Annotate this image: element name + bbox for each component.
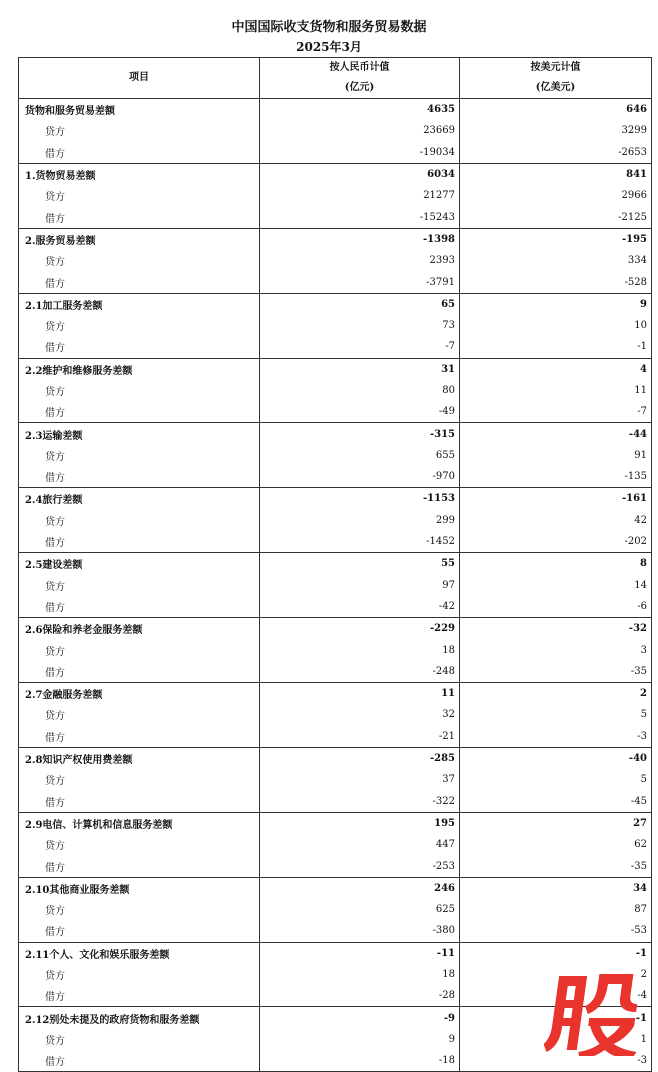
- debit-row: [19, 855, 652, 877]
- balance-rmb-value: -1153: [260, 488, 460, 510]
- debit-usd-value: -2125: [460, 206, 652, 228]
- credit-row: [19, 250, 652, 271]
- balance-usd-value: 2: [460, 683, 652, 705]
- debit-usd-value: -3: [460, 726, 652, 748]
- credit-row: [19, 899, 652, 920]
- credit-rmb-value: 23669: [260, 120, 460, 141]
- balance-row: [19, 812, 652, 834]
- credit-usd-value: 2966: [460, 185, 652, 206]
- debit-usd-value: -528: [460, 271, 652, 293]
- balance-usd-value: -195: [460, 228, 652, 250]
- credit-usd-value: 14: [460, 575, 652, 596]
- balance-label: 2.12别处未提及的政府货物和服务差额: [19, 1007, 260, 1029]
- credit-rmb-value: 18: [260, 964, 460, 985]
- debit-usd-value: -35: [460, 855, 652, 877]
- credit-usd-value: 3299: [460, 120, 652, 141]
- balance-label: 2.4旅行差额: [19, 488, 260, 510]
- credit-label: 贷方: [19, 120, 260, 141]
- credit-rmb-value: 73: [260, 315, 460, 336]
- balance-row: [19, 163, 652, 185]
- debit-row: [19, 206, 652, 228]
- balance-row: [19, 747, 652, 769]
- debit-rmb-value: -49: [260, 401, 460, 423]
- balance-usd-value: -32: [460, 618, 652, 640]
- balance-usd-value: 8: [460, 553, 652, 575]
- credit-label: 贷方: [19, 380, 260, 401]
- balance-rmb-value: 65: [260, 293, 460, 315]
- credit-label: 贷方: [19, 704, 260, 725]
- debit-rmb-value: -42: [260, 596, 460, 618]
- debit-label: 借方: [19, 271, 260, 293]
- column-header-item: 项目: [19, 58, 260, 99]
- balance-label: 2.1加工服务差额: [19, 293, 260, 315]
- credit-rmb-value: 9: [260, 1029, 460, 1050]
- balance-rmb-value: 246: [260, 877, 460, 899]
- debit-row: [19, 271, 652, 293]
- debit-label: 借方: [19, 401, 260, 423]
- credit-usd-value: 62: [460, 834, 652, 855]
- balance-rmb-value: -229: [260, 618, 460, 640]
- debit-row: [19, 661, 652, 683]
- balance-rmb-value: 6034: [260, 163, 460, 185]
- credit-rmb-value: 299: [260, 510, 460, 531]
- balance-label: 1.货物贸易差额: [19, 163, 260, 185]
- debit-label: 借方: [19, 1050, 260, 1072]
- credit-row: [19, 380, 652, 401]
- credit-usd-value: 5: [460, 769, 652, 790]
- credit-usd-value: 91: [460, 445, 652, 466]
- balance-usd-value: 27: [460, 812, 652, 834]
- balance-row: [19, 618, 652, 640]
- debit-rmb-value: -248: [260, 661, 460, 683]
- debit-label: 借方: [19, 142, 260, 164]
- balance-label: 2.10其他商业服务差额: [19, 877, 260, 899]
- debit-row: [19, 466, 652, 488]
- debit-rmb-value: -322: [260, 791, 460, 813]
- credit-usd-value: 5: [460, 704, 652, 725]
- credit-rmb-value: 32: [260, 704, 460, 725]
- debit-usd-value: -4: [460, 985, 652, 1007]
- debit-row: [19, 531, 652, 553]
- debit-usd-value: -135: [460, 466, 652, 488]
- credit-label: 贷方: [19, 510, 260, 531]
- balance-rmb-value: 31: [260, 358, 460, 380]
- balance-label: 2.11个人、文化和娱乐服务差额: [19, 942, 260, 964]
- debit-usd-value: -35: [460, 661, 652, 683]
- balance-rmb-value: 195: [260, 812, 460, 834]
- credit-usd-value: 334: [460, 250, 652, 271]
- balance-rmb-value: -285: [260, 747, 460, 769]
- debit-row: [19, 336, 652, 358]
- credit-label: 贷方: [19, 250, 260, 271]
- balance-rmb-value: 4635: [260, 99, 460, 121]
- debit-rmb-value: -253: [260, 855, 460, 877]
- debit-rmb-value: -19034: [260, 142, 460, 164]
- credit-label: 贷方: [19, 964, 260, 985]
- debit-row: [19, 596, 652, 618]
- credit-row: [19, 185, 652, 206]
- credit-row: [19, 704, 652, 725]
- credit-row: [19, 834, 652, 855]
- credit-usd-value: 11: [460, 380, 652, 401]
- balance-label: 2.2维护和维修服务差额: [19, 358, 260, 380]
- balance-label: 2.7金融服务差额: [19, 683, 260, 705]
- credit-label: 贷方: [19, 315, 260, 336]
- credit-row: [19, 510, 652, 531]
- debit-label: 借方: [19, 985, 260, 1007]
- credit-rmb-value: 97: [260, 575, 460, 596]
- balance-row: [19, 553, 652, 575]
- credit-usd-value: 87: [460, 899, 652, 920]
- debit-rmb-value: -28: [260, 985, 460, 1007]
- credit-rmb-value: 625: [260, 899, 460, 920]
- credit-label: 贷方: [19, 1029, 260, 1050]
- column-header-rmb: 按人民币计值 (亿元): [260, 58, 460, 99]
- debit-label: 借方: [19, 726, 260, 748]
- balance-label: 2.3运输差额: [19, 423, 260, 445]
- balance-label: 货物和服务贸易差额: [19, 99, 260, 121]
- balance-row: [19, 293, 652, 315]
- balance-usd-value: 9: [460, 293, 652, 315]
- balance-usd-value: -1: [460, 1007, 652, 1029]
- credit-usd-value: 2: [460, 964, 652, 985]
- credit-label: 贷方: [19, 899, 260, 920]
- credit-label: 贷方: [19, 575, 260, 596]
- debit-rmb-value: -380: [260, 920, 460, 942]
- credit-usd-value: 1: [460, 1029, 652, 1050]
- balance-rmb-value: 11: [260, 683, 460, 705]
- debit-label: 借方: [19, 791, 260, 813]
- credit-rmb-value: 655: [260, 445, 460, 466]
- debit-usd-value: -3: [460, 1050, 652, 1072]
- debit-row: [19, 726, 652, 748]
- credit-rmb-value: 2393: [260, 250, 460, 271]
- balance-usd-value: -44: [460, 423, 652, 445]
- table-body: [19, 99, 652, 1072]
- debit-label: 借方: [19, 206, 260, 228]
- table-header-row: [19, 58, 652, 99]
- credit-rmb-value: 447: [260, 834, 460, 855]
- debit-rmb-value: -3791: [260, 271, 460, 293]
- debit-rmb-value: -1452: [260, 531, 460, 553]
- debit-row: [19, 920, 652, 942]
- credit-row: [19, 315, 652, 336]
- credit-label: 贷方: [19, 769, 260, 790]
- credit-label: 贷方: [19, 185, 260, 206]
- debit-label: 借方: [19, 466, 260, 488]
- debit-rmb-value: -18: [260, 1050, 460, 1072]
- balance-rmb-value: -11: [260, 942, 460, 964]
- balance-usd-value: 4: [460, 358, 652, 380]
- credit-row: [19, 769, 652, 790]
- credit-row: [19, 639, 652, 660]
- credit-row: [19, 445, 652, 466]
- credit-usd-value: 42: [460, 510, 652, 531]
- debit-usd-value: -2653: [460, 142, 652, 164]
- credit-rmb-value: 21277: [260, 185, 460, 206]
- balance-rmb-value: -315: [260, 423, 460, 445]
- balance-row: [19, 488, 652, 510]
- debit-usd-value: -7: [460, 401, 652, 423]
- credit-label: 贷方: [19, 834, 260, 855]
- page-title: 中国国际收支货物和服务贸易数据: [231, 20, 427, 35]
- debit-label: 借方: [19, 531, 260, 553]
- debit-label: 借方: [19, 336, 260, 358]
- debit-usd-value: -202: [460, 531, 652, 553]
- credit-row: [19, 120, 652, 141]
- balance-label: 2.8知识产权使用费差额: [19, 747, 260, 769]
- credit-usd-value: 3: [460, 639, 652, 660]
- balance-label: 2.6保险和养老金服务差额: [19, 618, 260, 640]
- credit-label: 贷方: [19, 639, 260, 660]
- debit-rmb-value: -7: [260, 336, 460, 358]
- balance-usd-value: -40: [460, 747, 652, 769]
- balance-row: [19, 228, 652, 250]
- debit-rmb-value: -970: [260, 466, 460, 488]
- balance-label: 2.9电信、计算机和信息服务差额: [19, 812, 260, 834]
- balance-usd-value: 34: [460, 877, 652, 899]
- debit-rmb-value: -15243: [260, 206, 460, 228]
- balance-usd-value: -161: [460, 488, 652, 510]
- balance-row: [19, 423, 652, 445]
- balance-row: [19, 683, 652, 705]
- balance-rmb-value: -1398: [260, 228, 460, 250]
- debit-label: 借方: [19, 920, 260, 942]
- credit-rmb-value: 80: [260, 380, 460, 401]
- balance-row: [19, 877, 652, 899]
- debit-usd-value: -53: [460, 920, 652, 942]
- balance-rmb-value: -9: [260, 1007, 460, 1029]
- debit-usd-value: -6: [460, 596, 652, 618]
- balance-usd-value: 841: [460, 163, 652, 185]
- stock-watermark-logo: [544, 970, 644, 1056]
- credit-rmb-value: 37: [260, 769, 460, 790]
- debit-usd-value: -1: [460, 336, 652, 358]
- debit-label: 借方: [19, 855, 260, 877]
- balance-usd-value: 646: [460, 99, 652, 121]
- credit-rmb-value: 18: [260, 639, 460, 660]
- debit-rmb-value: -21: [260, 726, 460, 748]
- credit-label: 贷方: [19, 445, 260, 466]
- balance-label: 2.5建设差额: [19, 553, 260, 575]
- balance-row: [19, 942, 652, 964]
- debit-row: [19, 142, 652, 164]
- debit-usd-value: -45: [460, 791, 652, 813]
- column-header-usd: 按美元计值 (亿美元): [460, 58, 652, 99]
- balance-rmb-value: 55: [260, 553, 460, 575]
- debit-label: 借方: [19, 661, 260, 683]
- credit-usd-value: 10: [460, 315, 652, 336]
- balance-label: 2.服务贸易差额: [19, 228, 260, 250]
- balance-row: [19, 99, 652, 121]
- debit-row: [19, 791, 652, 813]
- trade-data-table: [18, 57, 652, 1072]
- credit-row: [19, 575, 652, 596]
- debit-row: [19, 401, 652, 423]
- debit-label: 借方: [19, 596, 260, 618]
- balance-row: [19, 358, 652, 380]
- period-subtitle: 2025年3月: [296, 40, 362, 54]
- balance-usd-value: -1: [460, 942, 652, 964]
